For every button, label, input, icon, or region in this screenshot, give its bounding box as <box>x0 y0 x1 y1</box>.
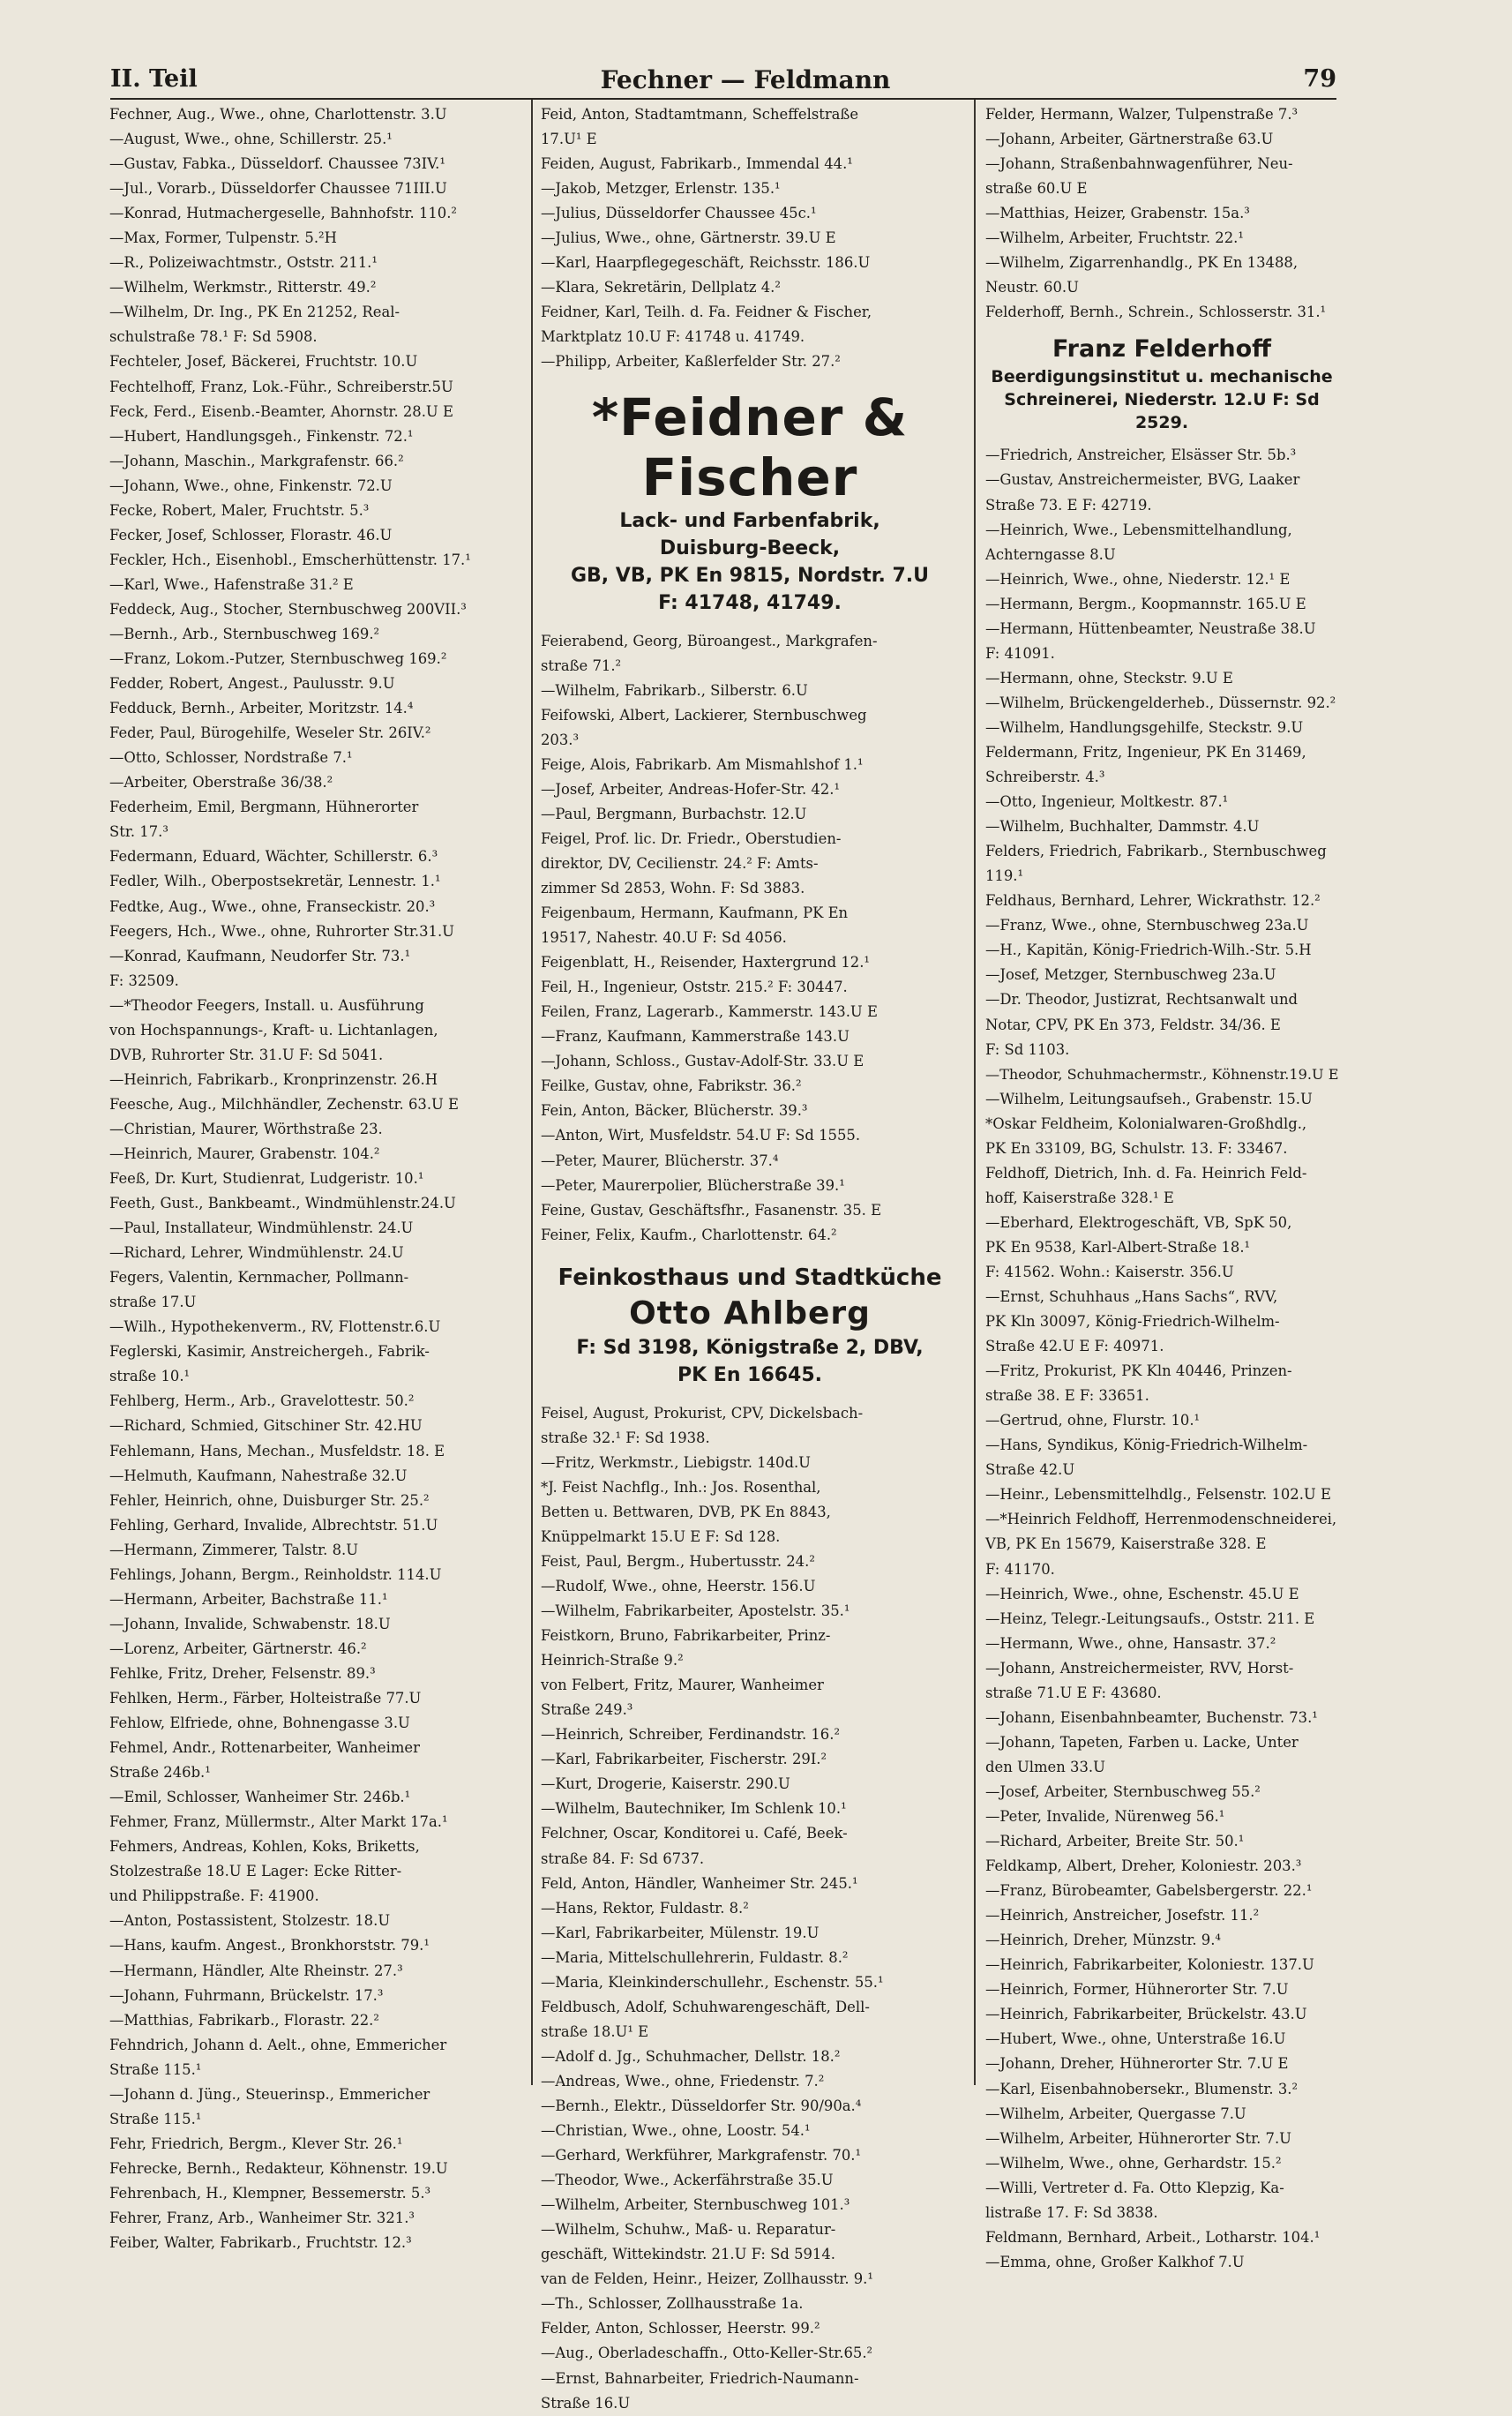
directory-entry-line: Schreiberstr. 4.³ <box>985 769 1105 786</box>
directory-entry-line: Feiden, August, Fabrikarb., Immendal 44.¹ <box>541 155 853 173</box>
directory-entry-line: und Philippstraße. F: 41900. <box>109 1887 319 1905</box>
directory-entry-line: —Johann, Invalide, Schwabenstr. 18.U <box>109 1615 391 1632</box>
directory-entry-line: Fehr, Friedrich, Bergm., Klever Str. 26.¹ <box>109 2135 403 2152</box>
directory-entry-line: Felder, Hermann, Walzer, Tulpenstraße 7.³ <box>985 106 1299 123</box>
directory-entry-line: —Karl, Haarpflegegeschäft, Reichsstr. 186.U <box>541 254 871 272</box>
directory-entry-line: —Wilhelm, Buchhalter, Dammstr. 4.U <box>985 818 1260 836</box>
directory-entry-line: PK Kln 30097, König-Friedrich-Wilhelm- <box>985 1313 1280 1331</box>
directory-entry-line: Fehmers, Andreas, Kohlen, Koks, Briketts, <box>109 1838 420 1856</box>
directory-entry-line: —Franz, Bürobeamter, Gabelsbergerstr. 22.¹ <box>985 1882 1313 1900</box>
directory-entry-line: Feigenbaum, Hermann, Kaufmann, PK En <box>541 904 849 922</box>
directory-entry-line: F: Sd 1103. <box>985 1040 1070 1058</box>
directory-entry-line: —Karl, Eisenbahnobersekr., Blumenstr. 3.² <box>985 2080 1299 2097</box>
directory-entry-line: —Josef, Arbeiter, Sternbuschweg 55.² <box>985 1782 1261 1800</box>
directory-entry-line: Feder, Paul, Bürogehilfe, Weseler Str. 26IV.² <box>109 724 431 742</box>
directory-entry-line: —Johann d. Jüng., Steuerinsp., Emmericher <box>109 2085 430 2103</box>
directory-entry-line: Fehler, Heinrich, ohne, Duisburger Str. 25.² <box>109 1491 430 1509</box>
directory-entry-line: Feigel, Prof. lic. Dr. Friedr., Oberstudien- <box>541 829 842 847</box>
directory-entry-line: —Gerhard, Werkführer, Markgrafenstr. 70.¹ <box>541 2147 862 2165</box>
directory-entry-line: straße 32.¹ F: Sd 1938. <box>541 1429 710 1446</box>
directory-entry-line: —Matthias, Fabrikarb., Florastr. 22.² <box>109 2011 379 2029</box>
directory-entry-line: —Jul., Vorarb., Düsseldorfer Chaussee 71III.U <box>109 180 447 198</box>
column-left <box>109 102 528 2252</box>
directory-entry-line: —Maria, Kleinkinderschullehr., Eschenstr. 55.¹ <box>541 1973 884 1991</box>
directory-entry-line: Fecker, Josef, Schlosser, Florastr. 46.U <box>109 526 393 544</box>
directory-entry-line: Feige, Alois, Fabrikarb. Am Mismahlshof 1.¹ <box>541 755 864 773</box>
directory-entry-line: Fehrenbach, H., Klempner, Bessemerstr. 5.³ <box>109 2184 431 2202</box>
directory-entry-line: —Eberhard, Elektrogeschäft, VB, SpK 50, <box>985 1213 1292 1231</box>
directory-entry-line: zimmer Sd 2853, Wohn. F: Sd 3883. <box>541 879 805 897</box>
directory-entry-line: Felderhoff, Bernh., Schrein., Schlosserstr. 31.¹ <box>985 304 1327 321</box>
directory-entry-line: —Peter, Invalide, Nürenweg 56.¹ <box>985 1808 1225 1825</box>
directory-entry-line: —Heinrich, Maurer, Grabenstr. 104.² <box>109 1144 380 1162</box>
directory-entry-line: Fecke, Robert, Maler, Fruchtstr. 5.³ <box>109 501 370 519</box>
directory-entry-line: —Heinrich, Wwe., Lebensmittelhandlung, <box>985 521 1292 538</box>
directory-entry-line: —Gustav, Anstreichermeister, BVG, Laaker <box>985 471 1300 489</box>
directory-entry-line: Felders, Friedrich, Fabrikarb., Sternbuschweg <box>985 843 1327 860</box>
directory-entry-line: Feist, Paul, Bergm., Hubertusstr. 24.² <box>541 1552 815 1570</box>
directory-entry-line: Feglerski, Kasimir, Anstreichergeh., Fabrik- <box>109 1343 430 1361</box>
directory-entry-line: —Wilhelm, Arbeiter, Quergasse 7.U <box>985 2105 1246 2122</box>
directory-entry-line: Fegers, Valentin, Kernmacher, Pollmann- <box>109 1269 409 1287</box>
directory-entry-line: Feisel, August, Prokurist, CPV, Dickelsbach- <box>541 1404 864 1422</box>
directory-entry-line: Feldhaus, Bernhard, Lehrer, Wickrathstr. 12.² <box>985 892 1321 910</box>
directory-entry-line: Fedtke, Aug., Wwe., ohne, Franseckistr. 20.³ <box>109 897 436 915</box>
directory-entry-line: —Heinr., Lebensmittelhdlg., Felsenstr. 102.U E <box>985 1486 1331 1504</box>
directory-entry-line: —Bernh., Elektr., Düsseldorfer Str. 90/90a.⁴ <box>541 2097 862 2114</box>
advert-otto-ahlberg-name: Otto Ahlberg <box>629 1294 871 1332</box>
right-entries-top <box>985 102 1338 325</box>
directory-entry-line: —Paul, Installateur, Windmühlenstr. 24.U <box>109 1219 414 1237</box>
directory-entry-line: —Wilhelm, Bautechniker, Im Schlenk 10.¹ <box>541 1800 847 1818</box>
directory-entry-line: straße 10.¹ <box>109 1368 191 1385</box>
directory-entry-line: Fechtelhoff, Franz, Lok.-Führ., Schreiberstr.5U <box>109 378 453 395</box>
advert-otto-ahlberg-line3: PK En 16645. <box>677 1363 823 1386</box>
directory-entry-line: —Heinrich, Anstreicher, Josefstr. 11.² <box>985 1907 1260 1925</box>
advert-feidner-fischer-line3: GB, VB, PK En 9815, Nordstr. 7.U <box>570 564 930 587</box>
directory-entry-line: —Arbeiter, Oberstraße 36/38.² <box>109 774 333 792</box>
directory-entry-line: —Gertrud, ohne, Flurstr. 10.¹ <box>985 1412 1201 1429</box>
directory-entry-line: Feddeck, Aug., Stocher, Sternbuschweg 200VII.³ <box>109 600 467 618</box>
directory-entry-line: —Wilhelm, Arbeiter, Hühnerorter Str. 7.U <box>985 2129 1291 2147</box>
directory-entry-line: —Julius, Wwe., ohne, Gärtnerstr. 39.U E <box>541 229 836 247</box>
directory-entry-line: Notar, CPV, PK En 373, Feldstr. 34/36. E <box>985 1016 1281 1033</box>
directory-entry-line: —Johann, Dreher, Hühnerorter Str. 7.U E <box>985 2055 1289 2073</box>
directory-entry-line: —Hermann, Händler, Alte Rheinstr. 27.³ <box>109 1962 403 1979</box>
directory-entry-line: Fehrer, Franz, Arb., Wanheimer Str. 321.³ <box>109 2209 415 2226</box>
directory-entry-line: —Emma, ohne, Großer Kalkhof 7.U <box>985 2253 1245 2270</box>
directory-entry-line: Feeß, Dr. Kurt, Studienrat, Ludgeristr. 10.¹ <box>109 1170 424 1188</box>
advert-otto-ahlberg-line1: Feinkosthaus und Stadtküche <box>558 1264 942 1291</box>
directory-entry-line: —Th., Schlosser, Zollhausstraße 1a. <box>541 2295 804 2313</box>
directory-entry-line: 19517, Nahestr. 40.U F: Sd 4056. <box>541 929 787 947</box>
directory-entry-line: Straße 249.³ <box>541 1701 633 1719</box>
directory-entry-line: F: 41562. Wohn.: Kaiserstr. 356.U <box>985 1263 1234 1280</box>
directory-entry-line: —Helmuth, Kaufmann, Nahestraße 32.U <box>109 1467 408 1484</box>
directory-entry-line: Straße 115.¹ <box>109 2060 202 2078</box>
directory-entry-line: Feilen, Franz, Lagerarb., Kammerstr. 143.U E <box>541 1003 878 1021</box>
directory-entry-line: —Ernst, Bahnarbeiter, Friedrich-Naumann- <box>541 2369 859 2387</box>
middle-entries-mid <box>541 629 959 1248</box>
directory-entry-line: —Theodor, Wwe., Ackerfährstraße 35.U <box>541 2172 834 2189</box>
directory-entry-line: Fedduck, Bernh., Arbeiter, Moritzstr. 14.⁴ <box>109 700 414 717</box>
directory-entry-line: —Johann, Tapeten, Farben u. Lacke, Unter <box>985 1733 1299 1751</box>
directory-entry-line: —Jakob, Metzger, Erlenstr. 135.¹ <box>541 180 781 198</box>
directory-entry-line: —Ernst, Schuhhaus „Hans Sachs“, RVV, <box>985 1288 1278 1306</box>
directory-entry-line: Federheim, Emil, Bergmann, Hühnerorter <box>109 799 419 816</box>
directory-entry-line: —Hans, Rektor, Fuldastr. 8.² <box>541 1899 749 1917</box>
directory-entry-line: Neustr. 60.U <box>985 279 1079 296</box>
directory-entry-line: Feldhoff, Dietrich, Inh. d. Fa. Heinrich Feld- <box>985 1164 1307 1182</box>
directory-entry-line: —Johann, Arbeiter, Gärtnerstraße 63.U <box>985 131 1274 148</box>
directory-entry-line: —Hubert, Wwe., ohne, Unterstraße 16.U <box>985 2030 1286 2048</box>
directory-entry-line: Fedler, Wilh., Oberpostsekretär, Lennestr. 1.¹ <box>109 873 441 890</box>
directory-entry-line: straße 84. F: Sd 6737. <box>541 1850 705 1867</box>
directory-entry-line: —Max, Former, Tulpenstr. 5.²H <box>109 229 337 247</box>
directory-entry-line: Feck, Ferd., Eisenb.-Beamter, Ahornstr. 28.U E <box>109 402 453 420</box>
directory-entry-line: Feierabend, Georg, Büroangest., Markgrafen- <box>541 632 878 649</box>
directory-entry-line: —Julius, Düsseldorfer Chaussee 45c.¹ <box>541 205 817 222</box>
directory-entry-line: Fehndrich, Johann d. Aelt., ohne, Emmericher <box>109 2036 447 2053</box>
directory-entry-line: *J. Feist Nachflg., Inh.: Jos. Rosenthal, <box>541 1478 821 1496</box>
directory-entry-line: Fehlken, Herm., Färber, Holteistraße 77.U <box>109 1690 422 1707</box>
column-middle <box>541 102 959 2412</box>
directory-entry-line: —Lorenz, Arbeiter, Gärtnerstr. 46.² <box>109 1639 367 1657</box>
directory-entry-line: —Wilhelm, Schuhw., Maß- u. Reparatur- <box>541 2221 836 2239</box>
directory-entry-line: Feesche, Aug., Milchhändler, Zechenstr. 63.U E <box>109 1095 460 1113</box>
directory-entry-line: Feckler, Hch., Eisenhobl., Emscherhüttenstr. 17.¹ <box>109 551 471 568</box>
directory-entry-line: Feid, Anton, Stadtamtmann, Scheffelstraße <box>541 106 859 123</box>
directory-entry-line: Felder, Anton, Schlosser, Heerstr. 99.² <box>541 2320 820 2337</box>
directory-entry-line: —Philipp, Arbeiter, Kaßlerfelder Str. 27.² <box>541 353 841 371</box>
directory-entry-line: —Josef, Metzger, Sternbuschweg 23a.U <box>985 966 1276 984</box>
directory-entry-line: —Johann, Straßenbahnwagenführer, Neu- <box>985 155 1293 173</box>
directory-entry-line: 17.U¹ E <box>541 131 597 148</box>
directory-entry-line: von Felbert, Fritz, Maurer, Wanheimer <box>541 1677 824 1694</box>
directory-entry-line: —Wilhelm, Handlungsgehilfe, Steckstr. 9.U <box>985 718 1304 736</box>
directory-entry-line: —Hubert, Handlungsgeh., Finkenstr. 72.¹ <box>109 427 414 445</box>
directory-entry-line: Feilke, Gustav, ohne, Fabrikstr. 36.² <box>541 1077 802 1095</box>
directory-entry-line: —Peter, Maurerpolier, Blücherstraße 39.¹ <box>541 1176 845 1194</box>
directory-entry-line: —Dr. Theodor, Justizrat, Rechtsanwalt und <box>985 991 1299 1009</box>
directory-entry-line: —Wilhelm, Arbeiter, Sternbuschweg 101.³ <box>541 2196 850 2214</box>
directory-entry-line: —Andreas, Wwe., ohne, Friedenstr. 7.² <box>541 2072 825 2090</box>
advert-felderhoff <box>985 334 1338 434</box>
directory-entry-line: —Heinrich, Schreiber, Ferdinandstr. 16.² <box>541 1726 841 1744</box>
directory-entry-line: Fechner, Aug., Wwe., ohne, Charlottenstr. 3.U <box>109 106 447 123</box>
directory-entry-line: —Maria, Mittelschullehrerin, Fuldastr. 8.² <box>541 1948 849 1966</box>
directory-entry-line: schulstraße 78.¹ F: Sd 5908. <box>109 328 318 346</box>
directory-entry-line: Fehmel, Andr., Rottenarbeiter, Wanheimer <box>109 1739 420 1757</box>
directory-entry-line: —Franz, Kaufmann, Kammerstraße 143.U <box>541 1028 850 1046</box>
directory-entry-line: —Hermann, Arbeiter, Bachstraße 11.¹ <box>109 1590 388 1608</box>
advert-feidner-fischer-line4: F: 41748, 41749. <box>658 591 842 614</box>
directory-entry-line: Feiber, Walter, Fabrikarb., Fruchtstr. 12.³ <box>109 2234 412 2252</box>
directory-entry-line: —August, Wwe., ohne, Schillerstr. 25.¹ <box>109 131 393 148</box>
section-label: II. Teil <box>110 65 198 93</box>
directory-entry-line: VB, PK En 15679, Kaiserstraße 328. E <box>985 1535 1267 1553</box>
directory-entry-line: —Heinrich, Former, Hühnerorter Str. 7.U <box>985 1981 1289 1999</box>
directory-entry-line: Feeth, Gust., Bankbeamt., Windmühlenstr.24.U <box>109 1195 456 1212</box>
middle-entries-bottom <box>541 1401 959 2416</box>
directory-entry-line: —Willi, Vertreter d. Fa. Otto Klepzig, Ka- <box>985 2179 1284 2196</box>
directory-entry-line: —Theodor, Schuhmachermstr., Köhnenstr.19.U E <box>985 1065 1339 1083</box>
directory-entry-line: —Wilhelm, Dr. Ing., PK En 21252, Real- <box>109 304 400 321</box>
directory-entry-line: —Johann, Eisenbahnbeamter, Buchenstr. 73.¹ <box>985 1708 1318 1726</box>
directory-entry-line: —Josef, Arbeiter, Andreas-Hofer-Str. 42.¹ <box>541 780 841 798</box>
directory-entry-line: Feigenblatt, H., Reisender, Haxtergrund 12.¹ <box>541 954 870 972</box>
directory-entry-line: —Emil, Schlosser, Wanheimer Str. 246b.¹ <box>109 1789 411 1806</box>
directory-entry-line: Feine, Gustav, Geschäftsfhr., Fasanenstr. 35. E <box>541 1201 882 1219</box>
directory-entry-line: direktor, DV, Cecilienstr. 24.² F: Amts- <box>541 854 819 872</box>
directory-entry-line: F: 41170. <box>985 1560 1055 1578</box>
directory-entry-line: —Richard, Schmied, Gitschiner Str. 42.HU <box>109 1417 423 1435</box>
directory-entry-line: Achterngasse 8.U <box>985 545 1116 563</box>
directory-entry-line: —Wilhelm, Leitungsaufseh., Grabenstr. 15.U <box>985 1090 1313 1107</box>
directory-entry-line: —Johann, Schloss., Gustav-Adolf-Str. 33.U E <box>541 1053 865 1070</box>
directory-entry-line: —Friedrich, Anstreicher, Elsässer Str. 5b.³ <box>985 446 1297 464</box>
directory-entry-line: —Otto, Ingenieur, Moltkestr. 87.¹ <box>985 793 1229 811</box>
directory-entry-line: straße 17.U <box>109 1294 197 1311</box>
directory-entry-line: —Wilhelm, Fabrikarb., Silberstr. 6.U <box>541 681 808 699</box>
advert-feidner-fischer <box>541 387 959 617</box>
directory-entry-line: F: 41091. <box>985 644 1055 662</box>
directory-entry-line: Feldbusch, Adolf, Schuhwarengeschäft, Dell- <box>541 1998 870 2015</box>
directory-entry-line: Fehlemann, Hans, Mechan., Musfeldstr. 18. E <box>109 1442 445 1459</box>
directory-entry-line: —Hermann, Wwe., ohne, Hansastr. 37.² <box>985 1634 1276 1652</box>
directory-entry-line: straße 18.U¹ E <box>541 2022 649 2040</box>
directory-entry-line: Straße 16.U <box>541 2394 631 2412</box>
directory-entry-line: straße 60.U E <box>985 180 1088 198</box>
directory-entry-line: Straße 246b.¹ <box>109 1764 211 1782</box>
directory-entry-line: Heinrich-Straße 9.² <box>541 1652 684 1669</box>
directory-entry-line: —Johann, Maschin., Markgrafenstr. 66.² <box>109 452 404 469</box>
directory-entry-line: Stolzestraße 18.U E Lager: Ecke Ritter- <box>109 1863 402 1880</box>
directory-entry-line: —Rudolf, Wwe., ohne, Heerstr. 156.U <box>541 1578 816 1595</box>
directory-entry-line: —Konrad, Kaufmann, Neudorfer Str. 73.¹ <box>109 947 411 964</box>
directory-entry-line: geschäft, Wittekindstr. 21.U F: Sd 5914. <box>541 2246 835 2263</box>
directory-entry-line: —Heinrich, Dreher, Münzstr. 9.⁴ <box>985 1932 1221 1949</box>
directory-entry-line: Knüppelmarkt 15.U E F: Sd 128. <box>541 1527 781 1545</box>
directory-entry-line: *Oskar Feldheim, Kolonialwaren-Großhdlg., <box>985 1114 1307 1132</box>
directory-entry-line: —Hermann, Zimmerer, Talstr. 8.U <box>109 1541 359 1558</box>
directory-entry-line: —Peter, Maurer, Blücherstr. 37.⁴ <box>541 1152 779 1169</box>
directory-entry-line: —Wilhelm, Werkmstr., Ritterstr. 49.² <box>109 279 377 296</box>
directory-entry-line: Marktplatz 10.U F: 41748 u. 41749. <box>541 328 805 346</box>
page-number: 79 <box>1303 65 1336 93</box>
directory-entry-line: —Franz, Wwe., ohne, Sternbuschweg 23a.U <box>985 917 1309 934</box>
directory-entry-line: Fehmer, Franz, Müllermstr., Alter Markt 17a.¹ <box>109 1813 448 1831</box>
directory-entry-line: —Fritz, Werkmstr., Liebigstr. 140d.U <box>541 1453 811 1471</box>
advert-feidner-fischer-line2: Duisburg-Beeck, <box>659 536 841 559</box>
advert-otto-ahlberg <box>541 1262 959 1389</box>
directory-entry-line: Feil, H., Ingenieur, Oststr. 215.² F: 30447. <box>541 979 848 996</box>
directory-entry-line: straße 71.U E F: 43680. <box>985 1684 1162 1701</box>
directory-entry-line: Feldkamp, Albert, Dreher, Koloniestr. 203.³ <box>985 1857 1302 1875</box>
directory-entry-line: —Klara, Sekretärin, Dellplatz 4.² <box>541 279 781 296</box>
header-rule <box>110 98 1336 100</box>
advert-feidner-fischer-name: *Feidner & Fischer <box>591 386 909 507</box>
directory-entry-line: —Richard, Lehrer, Windmühlenstr. 24.U <box>109 1244 404 1262</box>
directory-entry-line: —Adolf d. Jg., Schuhmacher, Dellstr. 18.² <box>541 2047 841 2065</box>
directory-entry-line: Fehrecke, Bernh., Redakteur, Köhnenstr. 19.U <box>109 2159 448 2177</box>
directory-entry-line: —R., Polizeiwachtmstr., Oststr. 211.¹ <box>109 254 378 272</box>
directory-entry-line: hoff, Kaiserstraße 328.¹ E <box>985 1189 1174 1206</box>
middle-entries-top <box>541 102 959 375</box>
directory-entry-line: —Wilhelm, Zigarrenhandlg., PK En 13488, <box>985 254 1299 272</box>
advert-felderhoff-name: Franz Felderhoff <box>1052 335 1272 364</box>
directory-entry-line: PK En 33109, BG, Schulstr. 13. F: 33467. <box>985 1139 1288 1157</box>
column-right <box>985 102 1339 2270</box>
directory-entry-line: 203.³ <box>541 731 580 748</box>
directory-entry-line: straße 38. E F: 33651. <box>985 1387 1149 1405</box>
directory-entry-line: —Johann, Fuhrmann, Brückelstr. 17.³ <box>109 1986 384 2004</box>
directory-entry-line: —Heinrich, Fabrikarbeiter, Koloniestr. 137.U <box>985 1956 1314 1974</box>
directory-entry-line: —Christian, Maurer, Wörthstraße 23. <box>109 1120 383 1137</box>
directory-entry-line: Feidner, Karl, Teilh. d. Fa. Feidner & Fischer, <box>541 304 872 321</box>
directory-entry-line: Feld, Anton, Händler, Wanheimer Str. 245.¹ <box>541 1874 858 1892</box>
advert-felderhoff-line2: Schreinerei, Niederstr. 12.U F: Sd 2529. <box>1004 390 1320 433</box>
directory-entry-line: —*Theodor Feegers, Install. u. Ausführung <box>109 996 424 1014</box>
directory-entry-line: —Hermann, ohne, Steckstr. 9.U E <box>985 669 1233 687</box>
directory-entry-line: —Wilh., Hypothekenverm., RV, Flottenstr.6.U <box>109 1318 441 1336</box>
directory-entry-line: —Johann, Anstreichermeister, RVV, Horst- <box>985 1659 1294 1677</box>
page-header <box>110 65 1336 97</box>
directory-entry-line: von Hochspannungs-, Kraft- u. Lichtanlagen, <box>109 1021 438 1039</box>
right-entries-bottom <box>985 443 1338 2274</box>
directory-entry-line: —Wilhelm, Brückengelderheb., Düssernstr. 92.² <box>985 694 1336 711</box>
directory-entry-line: —Wilhelm, Wwe., ohne, Gerhardstr. 15.² <box>985 2154 1282 2172</box>
directory-entry-line: —Karl, Fabrikarbeiter, Mülenstr. 19.U <box>541 1924 820 1941</box>
directory-entry-line: Straße 73. E F: 42719. <box>985 496 1152 514</box>
directory-entry-line: Feldmann, Bernhard, Arbeit., Lotharstr. 104.¹ <box>985 2228 1321 2246</box>
directory-entry-line: —Heinrich, Fabrikarbeiter, Brückelstr. 43.U <box>985 2006 1307 2023</box>
directory-entry-line: —Kurt, Drogerie, Kaiserstr. 290.U <box>541 1775 790 1793</box>
directory-entry-line: —Gustav, Fabka., Düsseldorf. Chaussee 73IV.¹ <box>109 155 445 173</box>
advert-felderhoff-line1: Beerdigungsinstitut u. mechanische <box>991 367 1333 387</box>
directory-entry-line: PK En 9538, Karl-Albert-Straße 18.¹ <box>985 1238 1251 1256</box>
directory-entry-line: —Christian, Wwe., ohne, Loostr. 54.¹ <box>541 2122 811 2140</box>
directory-entry-line: Straße 42.U E F: 40971. <box>985 1338 1164 1355</box>
directory-entry-line: —Wilhelm, Arbeiter, Fruchtstr. 22.¹ <box>985 229 1244 247</box>
directory-entry-line: DVB, Ruhrorter Str. 31.U F: Sd 5041. <box>109 1046 384 1063</box>
directory-entry-line: listraße 17. F: Sd 3838. <box>985 2203 1158 2221</box>
directory-entry-line: Feistkorn, Bruno, Fabrikarbeiter, Prinz- <box>541 1627 831 1645</box>
directory-entry-line: —Hans, Syndikus, König-Friedrich-Wilhelm- <box>985 1437 1308 1454</box>
directory-entry-line: —Karl, Fabrikarbeiter, Fischerstr. 29I.² <box>541 1751 827 1768</box>
directory-entry-line: —Fritz, Prokurist, PK Kln 40446, Prinzen- <box>985 1362 1292 1380</box>
directory-entry-line: Fehlings, Johann, Bergm., Reinholdstr. 114.U <box>109 1565 442 1583</box>
directory-entry-line: —H., Kapitän, König-Friedrich-Wilh.-Str. 5.H <box>985 942 1312 959</box>
directory-entry-line: —Heinrich, Fabrikarb., Kronprinzenstr. 26.H <box>109 1070 438 1088</box>
directory-entry-line: Fehlberg, Herm., Arb., Gravelottestr. 50.² <box>109 1392 415 1410</box>
running-head: Fechner — Feldmann <box>600 65 891 94</box>
directory-entry-line: —Anton, Postassistent, Stolzestr. 18.U <box>109 1912 391 1930</box>
directory-entry-line: —Hermann, Hüttenbeamter, Neustraße 38.U <box>985 619 1316 637</box>
directory-entry-line: —Bernh., Arb., Sternbuschweg 169.² <box>109 625 380 642</box>
directory-entry-line: —Richard, Arbeiter, Breite Str. 50.¹ <box>985 1833 1245 1850</box>
directory-entry-line: —Matthias, Heizer, Grabenstr. 15a.³ <box>985 205 1250 222</box>
directory-entry-line: Fein, Anton, Bäcker, Blücherstr. 39.³ <box>541 1102 808 1120</box>
directory-entry-line: Fechteler, Josef, Bäckerei, Fruchtstr. 10.U <box>109 353 418 371</box>
column-divider-1 <box>531 100 533 2085</box>
directory-entry-line: —Paul, Bergmann, Burbachstr. 12.U <box>541 805 807 822</box>
directory-entry-line: —*Heinrich Feldhoff, Herrenmodenschneiderei, <box>985 1511 1337 1528</box>
directory-entry-line: —Heinz, Telegr.-Leitungsaufs., Oststr. 211. E <box>985 1609 1315 1627</box>
directory-entry-line: —Karl, Wwe., Hafenstraße 31.² E <box>109 575 354 593</box>
directory-entry-line: Betten u. Bettwaren, DVB, PK En 8843, <box>541 1503 831 1520</box>
directory-entry-line: Straße 42.U <box>985 1461 1075 1479</box>
directory-entry-line: Fedder, Robert, Angest., Paulusstr. 9.U <box>109 675 395 693</box>
directory-entry-line: Feifowski, Albert, Lackierer, Sternbuschweg <box>541 706 867 724</box>
directory-entry-line: Felchner, Oscar, Konditorei u. Café, Beek- <box>541 1825 848 1842</box>
directory-entry-line: Feiner, Felix, Kaufm., Charlottenstr. 64.² <box>541 1226 837 1243</box>
directory-entry-line: —Johann, Wwe., ohne, Finkenstr. 72.U <box>109 476 393 494</box>
directory-entry-line: —Otto, Schlosser, Nordstraße 7.¹ <box>109 749 353 767</box>
directory-entry-line: Straße 115.¹ <box>109 2110 202 2127</box>
directory-entry-line: Fehling, Gerhard, Invalide, Albrechtstr. 51.U <box>109 1516 438 1534</box>
directory-entry-line: Str. 17.³ <box>109 823 168 841</box>
directory-entry-line: —Heinrich, Wwe., ohne, Eschenstr. 45.U E <box>985 1585 1299 1602</box>
directory-entry-line: —Franz, Lokom.-Putzer, Sternbuschweg 169.² <box>109 650 447 668</box>
directory-entry-line: —Wilhelm, Fabrikarbeiter, Apostelstr. 35.¹ <box>541 1602 850 1620</box>
directory-entry-line: F: 32509. <box>109 972 179 989</box>
directory-entry-line: —Anton, Wirt, Musfeldstr. 54.U F: Sd 1555. <box>541 1127 861 1144</box>
directory-entry-line: den Ulmen 33.U <box>985 1758 1105 1775</box>
directory-entry-line: Fehlke, Fritz, Dreher, Felsenstr. 89.³ <box>109 1664 376 1682</box>
directory-entry-line: 119.¹ <box>985 867 1024 885</box>
advert-otto-ahlberg-line2: F: Sd 3198, Königstraße 2, DBV, <box>576 1336 924 1359</box>
directory-entry-line: —Aug., Oberladeschaffn., Otto-Keller-Str.65.² <box>541 2345 873 2362</box>
directory-entry-line: —Heinrich, Wwe., ohne, Niederstr. 12.¹ E <box>985 570 1291 588</box>
directory-entry-line: Fehlow, Elfriede, ohne, Bohnengasse 3.U <box>109 1714 410 1732</box>
advert-feidner-fischer-line1: Lack- und Farbenfabrik, <box>619 509 880 532</box>
directory-entry-line: Federmann, Eduard, Wächter, Schillerstr. 6.³ <box>109 848 438 866</box>
directory-entry-line: van de Felden, Heinr., Heizer, Zollhausstr. 9.¹ <box>541 2270 873 2288</box>
directory-entry-line: straße 71.² <box>541 657 622 674</box>
directory-entry-line: —Hermann, Bergm., Koopmannstr. 165.U E <box>985 595 1306 612</box>
column-divider-2 <box>974 100 976 2085</box>
directory-entry-line: Feldermann, Fritz, Ingenieur, PK En 31469, <box>985 743 1306 761</box>
directory-entry-line: —Hans, kaufm. Angest., Bronkhorststr. 79.¹ <box>109 1937 430 1955</box>
directory-entry-line: Feegers, Hch., Wwe., ohne, Ruhrorter Str.31.U <box>109 922 454 940</box>
directory-entry-line: —Konrad, Hutmachergeselle, Bahnhofstr. 110.² <box>109 205 458 222</box>
